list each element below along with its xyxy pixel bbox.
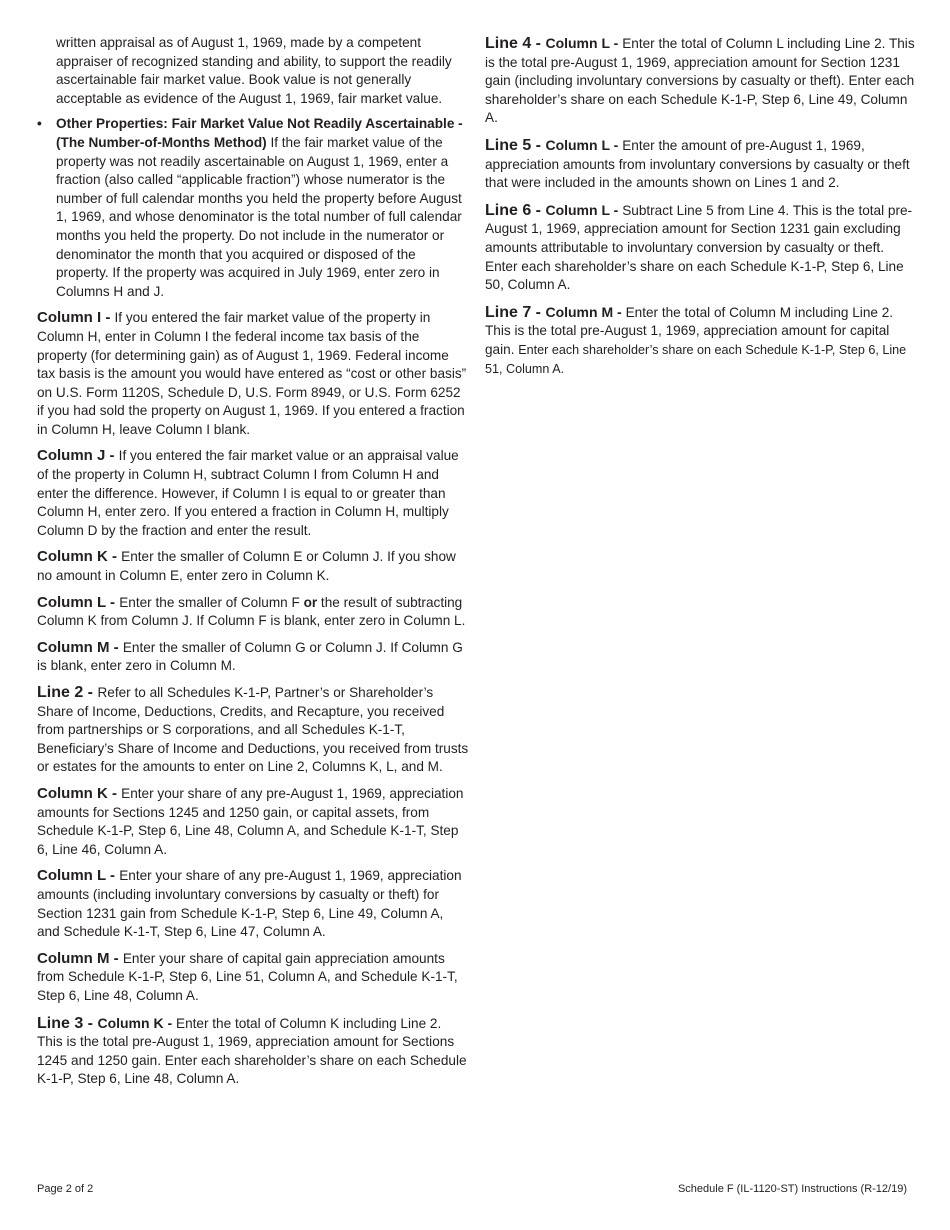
- line-2-column-m-label: Column M -: [37, 949, 123, 967]
- line-7-small-text: Enter each shareholder’s share on each Schedule K-1-P, Step 6, Line 51, Column A.: [485, 342, 907, 376]
- line-5-text: Enter the amount of pre-August 1, 1969, appreciation amounts from involuntary conversions by casualty or theft that were included in the amounts shown on Lines 1 and 2.: [485, 137, 910, 191]
- column-m-text: Enter the smaller of Column G or Column J. If Column G is blank, enter zero in Column M.: [37, 639, 463, 674]
- line-3-text: Enter the total of Column K including Line 2. This is the total pre-August 1, 1969, appreciation amount for Sections 1245 and 1250 gain. Enter each shareholder’s share on each Schedule K-1-P, Step 6, Line 48, Column A.: [37, 1015, 467, 1087]
- line-2-column-m-text: Enter your share of capital gain appreciation amounts from Schedule K-1-P, Step 6, Line 51, Column A, and Schedule K-1-T, Step 6, Line 48, Column A.: [37, 950, 458, 1003]
- column-l-paragraph: [37, 594, 469, 631]
- column-l-label: Column L -: [37, 593, 120, 611]
- line-4-paragraph: [485, 34, 915, 128]
- page-number: Page 2 of 2: [37, 1183, 94, 1195]
- column-j-label: Column J -: [37, 447, 119, 465]
- line-2-column-k-label: Column K -: [37, 784, 122, 802]
- left-column: [37, 34, 469, 1097]
- bullet-other-properties: [37, 115, 469, 301]
- line-7-paragraph: [485, 303, 915, 378]
- line-2-paragraph: [37, 684, 469, 777]
- bullet-heading: Other Properties: Fair Market Value Not Readily Ascertainable - (The Number-of-Months Method): [56, 116, 463, 150]
- line-2-column-l-label: Column L -: [37, 867, 120, 885]
- column-i-text: If you entered the fair market value of the property in Column H, enter in Column I the federal income tax basis of the property (for determining gain) as of August 1, 1969. Federal income tax basis is the amount you would have entered as “cost or other basis” on U.S. Form 1120S, Schedule D, U.S. Form 8949, or U.S. Form 6252 if you had sold the property on August 1, 1969. If you entered a fraction in Column H, leave Column I blank.: [37, 310, 467, 437]
- line-2-column-l-text: Enter your share of any pre-August 1, 1969, appreciation amounts (including involuntary conversions by casualty or theft) for Section 1231 gain from Schedule K-1-P, Step 6, Line 49, Column A, and Schedule K-1-T, Step 6, Line 47, Column A.: [37, 868, 462, 940]
- line-6-paragraph: [485, 201, 915, 295]
- right-column: [485, 34, 915, 386]
- line-7-text: Enter the total of Column M including Line 2. This is the total pre-August 1, 1969, appreciation amount for capital gain.: [485, 304, 894, 357]
- line-2-label: Line 2 -: [37, 684, 98, 701]
- line-4-text: Enter the total of Column L including Line 2. This is the total pre-August 1, 1969, appreciation amount for Section 1231 gain (including involuntary conversions by casualty or theft). Enter each shareholder’s share on each Schedule K-1-P, Step 6, Line 49, Column A.: [485, 36, 915, 126]
- column-j-paragraph: [37, 447, 469, 540]
- line-2-column-k-text: Enter your share of any pre-August 1, 1969, appreciation amounts for Sections 1245 and 1250 gain, or capital assets, from Schedule K-1-P, Step 6, Line 48, Column A, and Schedule K-1-T, Step 6, Line 46, Column A.: [37, 785, 464, 857]
- column-k-label: Column K -: [37, 548, 122, 566]
- column-m-paragraph: [37, 639, 469, 676]
- line-5-paragraph: [485, 136, 915, 193]
- line-2-column-l-paragraph: [37, 867, 469, 941]
- column-j-text: If you entered the fair market value or an appraisal value of the property in Column H, subtract Column I from Column H and enter the difference. However, if Column I is equal to or greater than Column H, enter zero. If you entered a fraction in Column H, multiply Column D by the fraction and enter the result.: [37, 448, 459, 538]
- bullet-text: If the fair market value of the property was not readily ascertainable on August 1, 1969, enter a fraction (also called “applicable fraction”) whose numerator is the number of full calendar months you held the property before August 1, 1969, and whose denominator is the total number of full calendar months you held the property. Do not include in the numerator or denominator the month that you acquired or disposed of the property. If the property was acquired in July 1969, enter zero in Columns H and J.: [56, 134, 462, 299]
- form-identifier: Schedule F (IL-1120-ST) Instructions (R-12/19): [677, 1183, 907, 1195]
- line-3-label: Line 3 -: [37, 1014, 98, 1032]
- column-i-label: Column I -: [37, 309, 115, 327]
- intro-paragraph: written appraisal as of August 1, 1969, made by a competent appraiser of recognized standing and ability, to support the readily ascertainable fair market value. Book value is not generally acceptable as evidence of the August 1, 1969, fair market value.: [56, 35, 452, 106]
- column-k-paragraph: [37, 548, 469, 585]
- column-l-bold-or: or: [303, 594, 318, 610]
- bullet-symbol: •: [37, 116, 42, 132]
- column-i-paragraph: [37, 309, 469, 439]
- column-m-label: Column M -: [37, 638, 123, 656]
- column-l-text-a: Enter the smaller of Column F: [119, 594, 304, 610]
- line-6-text: Subtract Line 5 from Line 4. This is the total pre-August 1, 1969, appreciation amount for Section 1231 gain excluding amounts attributable to involuntary conversion by casualty or theft. Enter each shareholder’s share on each Schedule K-1-P, Step 6, Line 50, Column A.: [485, 202, 913, 293]
- line-2-column-k-paragraph: [37, 785, 469, 859]
- line-7-sub-label: Column M -: [545, 303, 626, 320]
- line-4-sub-label: Column L -: [545, 35, 623, 51]
- line-2-text: Refer to all Schedules K-1-P, Partner’s or Shareholder’s Share of Income, Deductions, Credits, and Recapture, you received from partnerships or S corporations, and all Schedules K-1-T, Beneficiary’s Share of Income and Deductions, you received from trusts or estates for the amounts to enter on Line 2, Columns K, L, and M.: [37, 685, 469, 775]
- line-3-sub-label: Column K -: [97, 1014, 176, 1031]
- column-k-text: Enter the smaller of Column E or Column J. If you show no amount in Column E, enter zero in Column K.: [37, 549, 456, 584]
- line-5-label: Line 5 -: [485, 136, 546, 154]
- column-l-text-b: the result of subtracting Column K from Column J. If Column F is blank, enter zero in Column L.: [37, 594, 466, 629]
- line-6-sub-label: Column L -: [545, 201, 623, 218]
- line-4-label: Line 4 -: [485, 35, 546, 52]
- line-6-label: Line 6 -: [485, 201, 546, 219]
- line-5-sub-label: Column L -: [545, 136, 623, 153]
- line-7-label: Line 7 -: [485, 303, 546, 321]
- line-2-column-m-paragraph: [37, 950, 469, 1006]
- line-3-paragraph: [37, 1014, 469, 1089]
